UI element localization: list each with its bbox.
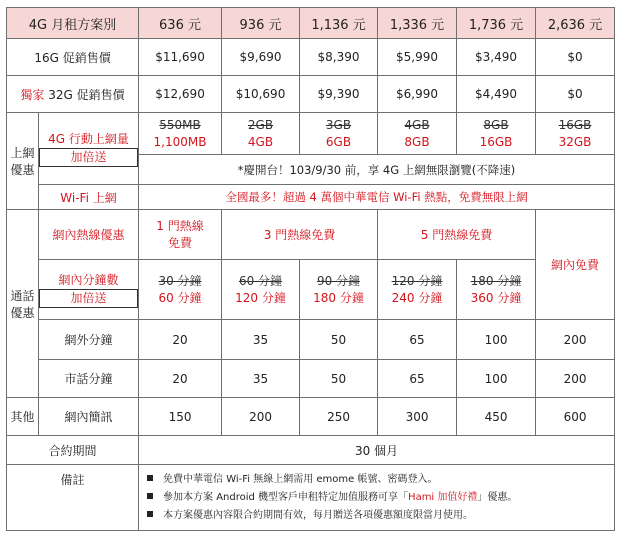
old-data-amount: 8GB	[483, 117, 509, 132]
old-data-amount: 3GB	[325, 117, 352, 132]
data-cell	[378, 113, 457, 155]
new-minutes: 240 分鐘	[391, 290, 443, 305]
onnet-minutes-label	[39, 260, 139, 320]
new-data-amount: 16GB	[479, 134, 513, 149]
call-section-label: 通話優惠	[7, 210, 39, 398]
hotline-1-free: 免費	[168, 235, 193, 250]
price-header: 1,736 元	[457, 8, 536, 39]
internet-section-label: 上網優惠	[7, 113, 39, 210]
promo-16g-price: $5,990	[378, 39, 457, 76]
offnet-value: 200	[536, 320, 615, 360]
contract-label: 合約期間	[7, 436, 139, 465]
local-call-row	[7, 360, 615, 398]
old-data-amount: 550MB	[159, 117, 201, 132]
promo-32g-price: $10,690	[222, 76, 300, 113]
new-minutes: 60 分鐘	[158, 290, 202, 305]
new-data-amount: 32GB	[558, 134, 592, 149]
notes-list	[139, 465, 615, 531]
old-data-amount: 16GB	[558, 117, 592, 132]
new-minutes: 180 分鐘	[313, 290, 364, 305]
old-minutes: 90 分鐘	[316, 273, 361, 288]
promo-16g-row	[7, 39, 615, 76]
hotline-1-line: 1 門熱線	[156, 218, 204, 233]
sms-value: 250	[300, 398, 378, 436]
promo-16g-price: $0	[536, 39, 615, 76]
sms-value: 200	[222, 398, 300, 436]
offnet-value: 50	[300, 320, 378, 360]
price-header: 1,336 元	[378, 8, 457, 39]
local-call-value: 65	[378, 360, 457, 398]
local-call-value: 100	[457, 360, 536, 398]
local-call-value: 200	[536, 360, 615, 398]
notes-row	[7, 465, 615, 531]
hotline-row	[7, 210, 615, 260]
sms-label: 網內簡訊	[39, 398, 139, 436]
new-data-amount: 4GB	[247, 134, 274, 149]
data-cell	[139, 113, 222, 155]
hotline-5-cell: 5 門熱線免費	[378, 210, 536, 260]
note-item: 本方案優惠內容限合約期間有效，每月贈送各項優惠額度限當月使用。	[147, 507, 606, 525]
mobile-data-row	[7, 113, 615, 155]
promo-32g-label-text: 32G 促銷售價	[44, 87, 125, 102]
plan-type-header: 4G 月租方案別	[7, 8, 139, 39]
promo-32g-row	[7, 76, 615, 113]
sms-value: 300	[378, 398, 457, 436]
double-bonus-tag: 加倍送	[39, 289, 138, 308]
minutes-cell	[222, 260, 300, 320]
other-section-label: 其他	[7, 398, 39, 436]
new-data-amount: 1,100MB	[153, 134, 207, 149]
promo-16g-price: $8,390	[300, 39, 378, 76]
new-minutes: 360 分鐘	[470, 290, 522, 305]
data-cell	[536, 113, 615, 155]
hotline-1-cell	[139, 210, 222, 260]
promo-16g-price: $9,690	[222, 39, 300, 76]
data-cell	[457, 113, 536, 155]
old-minutes: 60 分鐘	[238, 273, 283, 288]
onnet-minutes-label-line: 網內分鐘數	[58, 272, 119, 287]
local-call-value: 50	[300, 360, 378, 398]
minutes-cell	[300, 260, 378, 320]
note-item: 參加本方案 Android 機型客戶申租特定加值服務可享「Hami 加值好禮」優惠。	[147, 489, 606, 507]
new-data-amount: 8GB	[404, 134, 430, 149]
promo-32g-price: $4,490	[457, 76, 536, 113]
promo-16g-price: $3,490	[457, 39, 536, 76]
price-header: 936 元	[222, 8, 300, 39]
bullet-icon	[147, 511, 153, 517]
price-header: 1,136 元	[300, 8, 378, 39]
contract-row	[7, 436, 615, 465]
bullet-icon	[147, 493, 153, 499]
new-data-amount: 6GB	[325, 134, 352, 149]
local-call-value: 35	[222, 360, 300, 398]
promo-16g-price: $11,690	[139, 39, 222, 76]
data-cell	[300, 113, 378, 155]
note-item: 免費中華電信 Wi-Fi 無線上網需用 emome 帳號、密碼登入。	[147, 471, 606, 489]
sms-value: 600	[536, 398, 615, 436]
offnet-label: 網外分鐘	[39, 320, 139, 360]
old-minutes: 30 分鐘	[158, 273, 202, 288]
hotline-3-cell: 3 門熱線免費	[222, 210, 378, 260]
exclusive-tag: 獨家	[20, 87, 45, 102]
old-data-amount: 4GB	[404, 117, 430, 132]
plan-comparison-table	[6, 7, 615, 531]
wifi-label: Wi-Fi 上網	[39, 185, 139, 210]
data-cell	[222, 113, 300, 155]
mobile-data-label-line: 4G 行動上網量	[48, 131, 129, 146]
onnet-free-cell: 網內免費	[536, 210, 615, 320]
hami-promo-link: Hami 加值好禮	[408, 491, 478, 503]
old-data-amount: 2GB	[247, 117, 274, 132]
local-call-value: 20	[139, 360, 222, 398]
offnet-value: 35	[222, 320, 300, 360]
sms-value: 150	[139, 398, 222, 436]
offnet-value: 100	[457, 320, 536, 360]
promo-32g-label	[7, 76, 139, 113]
offnet-value: 65	[378, 320, 457, 360]
price-header: 636 元	[139, 8, 222, 39]
minutes-cell	[139, 260, 222, 320]
minutes-cell	[457, 260, 536, 320]
contract-value: 30 個月	[139, 436, 615, 465]
promo-32g-price: $12,690	[139, 76, 222, 113]
new-minutes: 120 分鐘	[235, 290, 286, 305]
header-row	[7, 8, 615, 39]
mobile-data-label	[39, 113, 139, 185]
offnet-row	[7, 320, 615, 360]
promo-16g-label: 16G 促銷售價	[7, 39, 139, 76]
local-call-label: 市話分鐘	[39, 360, 139, 398]
notes-label: 備註	[7, 465, 139, 531]
minutes-cell	[378, 260, 457, 320]
hotline-label: 網內熱線優惠	[39, 210, 139, 260]
double-bonus-tag: 加倍送	[39, 148, 138, 167]
wifi-row	[7, 185, 615, 210]
onnet-minutes-row	[7, 260, 615, 320]
old-minutes: 180 分鐘	[470, 273, 522, 288]
promo-32g-price: $6,990	[378, 76, 457, 113]
promo-32g-price: $0	[536, 76, 615, 113]
wifi-hotspot-text: 全國最多！超過 4 萬個中華電信 Wi-Fi 熱點，免費無限上網	[139, 185, 615, 210]
sms-row	[7, 398, 615, 436]
offnet-value: 20	[139, 320, 222, 360]
price-header: 2,636 元	[536, 8, 615, 39]
bullet-icon	[147, 475, 153, 481]
sms-value: 450	[457, 398, 536, 436]
unlimited-browsing-note: *慶開台！103/9/30 前，享 4G 上網無限瀏覽(不降速)	[139, 155, 615, 185]
old-minutes: 120 分鐘	[391, 273, 443, 288]
promo-32g-price: $9,390	[300, 76, 378, 113]
